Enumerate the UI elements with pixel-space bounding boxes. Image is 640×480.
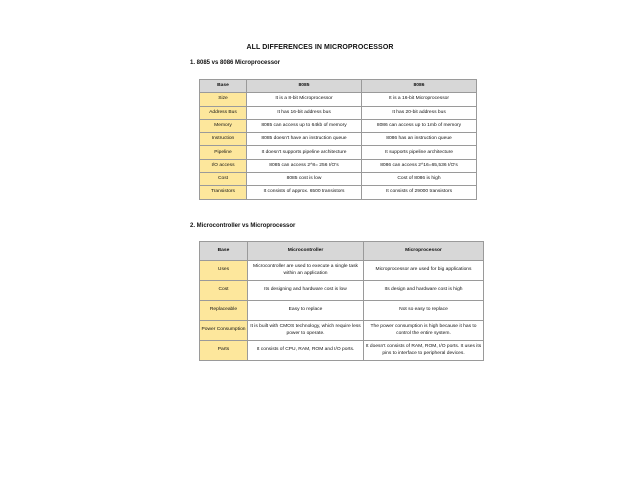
table-cell: 8086 can access up to 1mb of memory bbox=[362, 119, 477, 132]
row-base-cell: Power Consumption bbox=[200, 321, 248, 341]
table-cell: It consists of approx. 6500 transistors bbox=[247, 186, 362, 199]
page-title: ALL DIFFERENCES IN MICROPROCESSOR bbox=[246, 44, 394, 51]
row-base-cell: Memory bbox=[200, 119, 247, 132]
table-cell: Easy to replace bbox=[248, 301, 364, 321]
column-header: Microprocessor bbox=[364, 242, 484, 261]
table-row bbox=[200, 321, 484, 341]
table-cell: Its designing and hardware cost is low bbox=[248, 281, 364, 301]
row-base-cell: Parts bbox=[200, 341, 248, 361]
row-base-cell: Address Bus bbox=[200, 106, 247, 119]
table-cell: Not so easy to replace bbox=[364, 301, 484, 321]
table-cell: It has 20-bit address bus bbox=[362, 106, 477, 119]
row-base-cell: Cost bbox=[200, 173, 247, 186]
table-row bbox=[200, 186, 477, 199]
table-cell: It consists of 29000 transistors bbox=[362, 186, 477, 199]
table-header-row bbox=[200, 242, 484, 261]
table-row bbox=[200, 133, 477, 146]
table-cell: It consists of CPU, RAM, ROM and I/O ports. bbox=[248, 341, 364, 361]
table-row bbox=[200, 301, 484, 321]
column-header: 8086 bbox=[362, 80, 477, 93]
table-header-row bbox=[200, 80, 477, 93]
column-header: Base bbox=[200, 242, 248, 261]
row-base-cell: Instruction bbox=[200, 133, 247, 146]
section-heading-8085-vs-8086: 1. 8085 vs 8086 Microprocessor bbox=[190, 60, 281, 66]
table-cell: It is a 8-bit Microprocessor bbox=[247, 93, 362, 106]
table-cell: Microcontroller are used to execute a single task within an application bbox=[248, 261, 364, 281]
row-base-cell: Cost bbox=[200, 281, 248, 301]
row-base-cell: Replaceable bbox=[200, 301, 248, 321]
table-cell: Microprocessor are used for big applications bbox=[364, 261, 484, 281]
table-cell: It has 16-bit address bus bbox=[247, 106, 362, 119]
table-cell: 8085 can access 2^8= 256 I/O's bbox=[247, 159, 362, 172]
table-row bbox=[200, 341, 484, 361]
comparison-table-8085-8086 bbox=[199, 79, 477, 200]
table-row bbox=[200, 146, 477, 159]
column-header: Microcontroller bbox=[248, 242, 364, 261]
table-cell: 8085 cost is low bbox=[247, 173, 362, 186]
row-base-cell: Pipeline bbox=[200, 146, 247, 159]
table-row bbox=[200, 281, 484, 301]
table-cell: 8085 can access up to 64kb of memory bbox=[247, 119, 362, 132]
table-cell: 8086 has an instruction queue bbox=[362, 133, 477, 146]
table-cell: Cost of 8086 is high bbox=[362, 173, 477, 186]
comparison-table-microcontroller-microprocessor bbox=[199, 241, 484, 361]
section-heading-microcontroller-vs-microprocessor: 2. Microcontroller vs Microprocessor bbox=[190, 223, 296, 229]
row-base-cell: I/O access bbox=[200, 159, 247, 172]
table-row bbox=[200, 159, 477, 172]
row-base-cell: Uses bbox=[200, 261, 248, 281]
table-cell: Its design and hardware cost is high bbox=[364, 281, 484, 301]
table-cell: 8086 can access 2^16=65,536 I/O's bbox=[362, 159, 477, 172]
column-header: Base bbox=[200, 80, 247, 93]
table-cell: It doesn't consists of RAM, ROM, I/O ports. It uses its pins to interface to peripheral devices. bbox=[364, 341, 484, 361]
table-cell: It is a 16-bit Microprocessor bbox=[362, 93, 477, 106]
table-row bbox=[200, 93, 477, 106]
row-base-cell: Size bbox=[200, 93, 247, 106]
table-cell: The power consumption is high because it has to control the entire system. bbox=[364, 321, 484, 341]
table-row bbox=[200, 261, 484, 281]
table-cell: It is built with CMOS technology, which require less power to operate. bbox=[248, 321, 364, 341]
table-cell: 8085 doesn't have an instruction queue bbox=[247, 133, 362, 146]
table-row bbox=[200, 106, 477, 119]
row-base-cell: Transistors bbox=[200, 186, 247, 199]
table-cell: It doesn't supports pipeline architecture bbox=[247, 146, 362, 159]
column-header: 8085 bbox=[247, 80, 362, 93]
table-row bbox=[200, 173, 477, 186]
table-cell: It supports pipeline architecture bbox=[362, 146, 477, 159]
table-row bbox=[200, 119, 477, 132]
